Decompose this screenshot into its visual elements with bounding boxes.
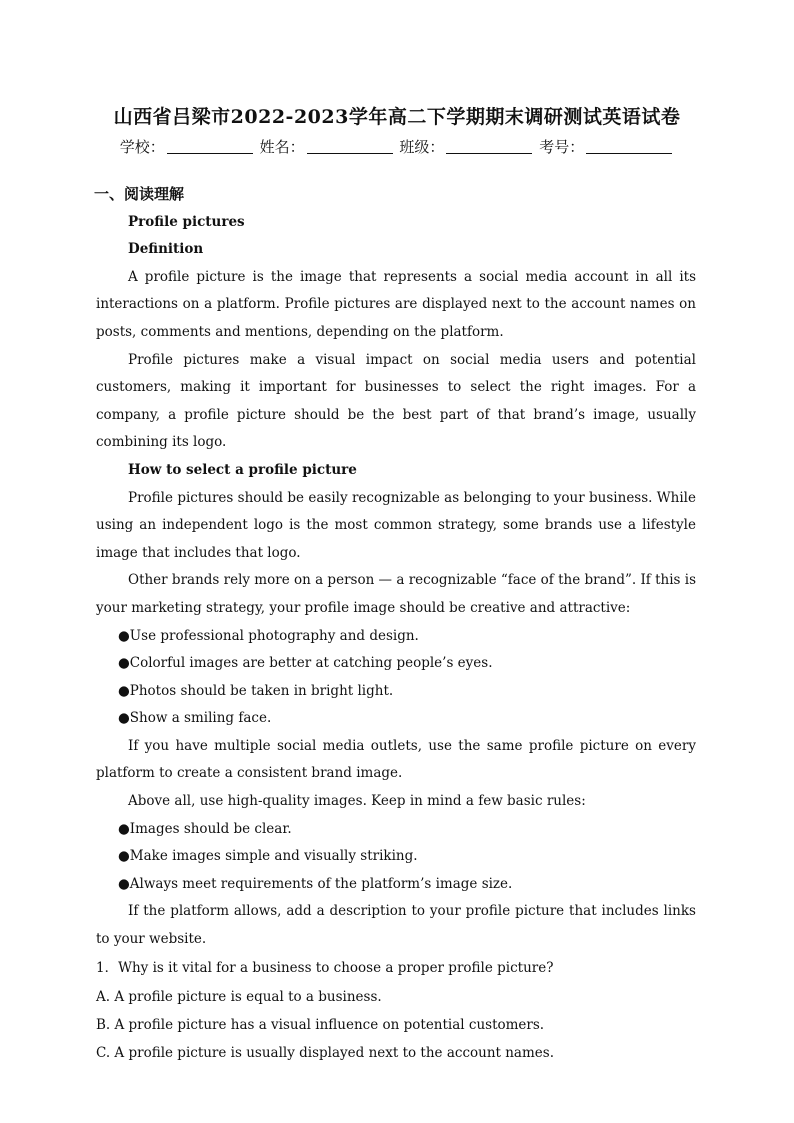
paragraph: A profile picture is the image that represents a social media account in all its interactions on a platform. Profile pictures are displayed next to the account names on posts, comments and mentions, depending on the platform. [96,268,696,340]
select-heading: How to select a profile picture [128,461,357,478]
reading-section [96,181,696,1067]
option-b[interactable]: B. A profile picture has a visual influence on potential customers. [96,1016,545,1033]
bullet-item: ●Make images simple and visually striking. [118,848,418,865]
passage-title: Profile pictures [128,213,245,230]
name-blank[interactable] [307,139,393,154]
option-a[interactable]: A. A profile picture is equal to a business. [96,988,382,1005]
paragraph: Profile pictures should be easily recognizable as belonging to your business. While using an independent logo is the most common strategy, some brands use a lifestyle image that includes that logo. [96,489,696,561]
name-label: 姓名： [259,138,305,156]
exam-number-blank[interactable] [586,139,672,154]
school-label: 学校： [119,138,165,156]
paragraph: Other brands rely more on a person — a recognizable “face of the brand”. If this is your marketing strategy, your profile image should be creative and attractive: [96,572,696,616]
bullet-item: ●Show a smiling face. [118,710,272,727]
bullet-item: ●Always meet requirements of the platform’s image size. [118,875,513,892]
option-c[interactable]: C. A profile picture is usually displayed next to the account names. [96,1044,554,1061]
class-label: 班级： [399,138,445,156]
section-heading: 一、阅读理解 [94,185,185,203]
definition-heading: Definition [128,241,204,258]
bullet-item: ●Colorful images are better at catching people’s eyes. [118,655,493,672]
bullet-item: ●Images should be clear. [118,820,292,837]
student-info-line [0,136,794,157]
exam-number-label: 考号： [539,138,585,156]
bullet-item: ●Use professional photography and design. [118,627,419,644]
paragraph: Above all, use high-quality images. Keep in mind a few basic rules: [128,793,586,810]
paragraph: If the platform allows, add a description to your profile picture that includes links to your website. [96,903,696,948]
paragraph: If you have multiple social media outlets, use the same profile picture on every platform to create a consistent brand image. [96,737,696,782]
question-stem: 1．Why is it vital for a business to choose a proper profile picture? [96,959,554,976]
school-blank[interactable] [167,139,253,154]
bullet-item: ●Photos should be taken in bright light. [118,682,394,699]
paragraph: Profile pictures make a visual impact on social media users and potential customers, making it important for businesses to select the right images. For a company, a profile picture should be the best part of that brand’s image, usually combining its logo. [96,351,696,451]
exam-title: 山西省吕梁市2022-2023学年高二下学期期末调研测试英语试卷 [113,106,681,128]
class-blank[interactable] [446,139,532,154]
